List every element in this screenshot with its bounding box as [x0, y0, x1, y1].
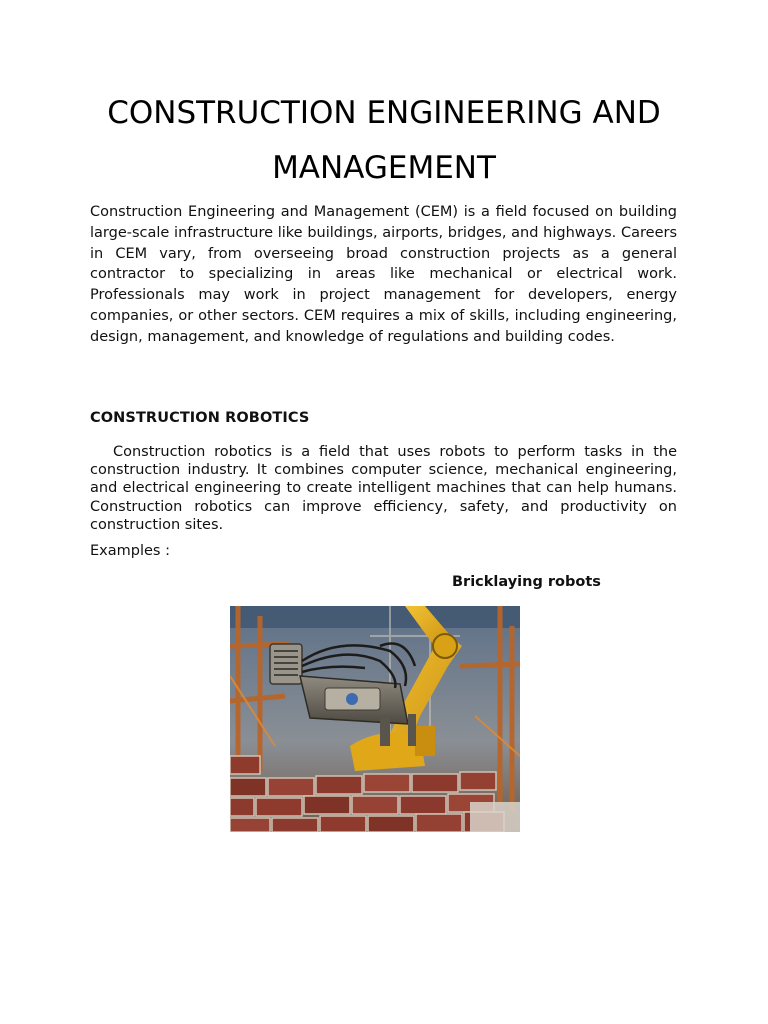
example-caption: Bricklaying robots	[452, 574, 601, 590]
bricklaying-robot-image	[230, 606, 520, 832]
section-heading: CONSTRUCTION ROBOTICS	[90, 410, 310, 426]
document-title: CONSTRUCTION ENGINEERING AND MANAGEMENT	[107, 95, 661, 186]
examples-label: Examples :	[90, 543, 170, 559]
intro-paragraph: Construction Engineering and Management (CEM) is a field focused on building large-scale infrastructure like buildings, airports, bridges, and highways. Careers in CEM vary, from overseeing broad construction projects as a general contractor to specializing in areas like mechanical or electrical work. Professionals may work in project management for developers, energy companies, or other sectors. CEM requires a mix of skills, including engineering, design, management, and knowledge of regulations and building codes.	[90, 204, 677, 345]
bricklaying-robot-illustration	[230, 606, 520, 832]
section-paragraph: Construction robotics is a field that uses robots to perform tasks in the construction industry. It combines computer science, mechanical engineering, and electrical engineering to create intelligent machines that can help humans. Construction robotics can improve efficiency, safety, and productivity on construction sites.	[90, 444, 677, 533]
